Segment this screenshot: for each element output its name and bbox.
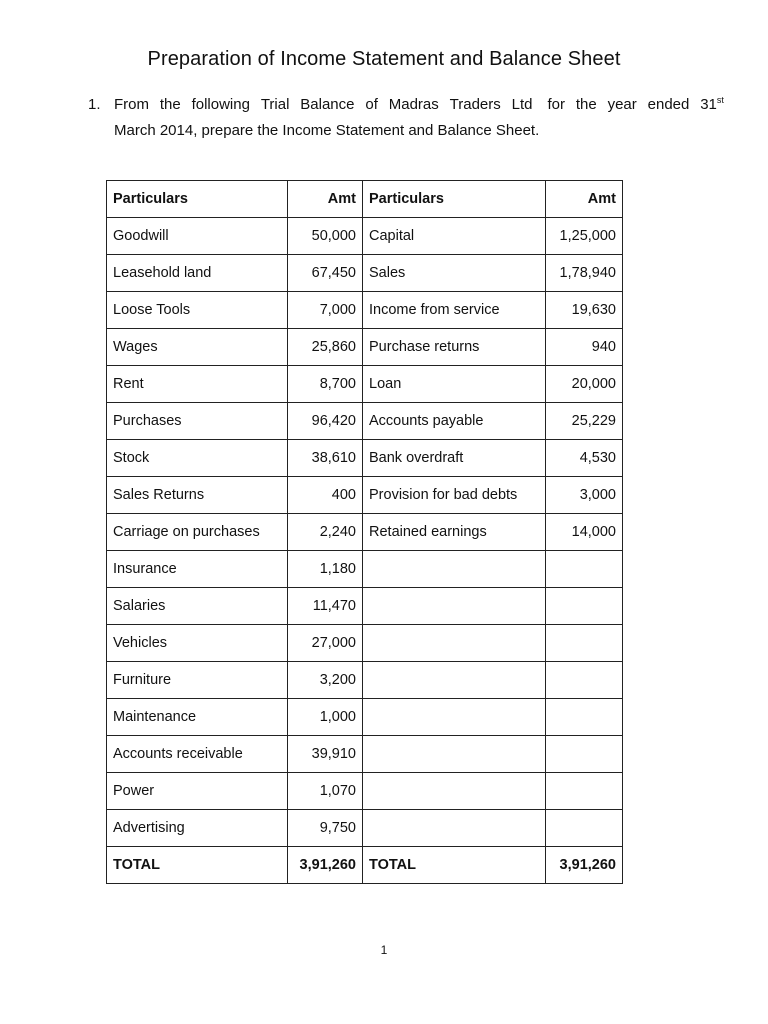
credit-particular-cell: Sales <box>363 255 546 292</box>
credit-particular-cell <box>363 662 546 699</box>
table-row <box>107 218 623 255</box>
question-word: Trial <box>260 96 290 113</box>
credit-particular-cell <box>363 551 546 588</box>
credit-amount-cell <box>546 588 623 625</box>
credit-particular-cell: Accounts payable <box>363 403 546 440</box>
question-word: year <box>607 96 637 113</box>
table-row <box>107 662 623 699</box>
debit-amount-cell: 1,000 <box>288 699 363 736</box>
credit-particular-cell <box>363 588 546 625</box>
table-row <box>107 588 623 625</box>
debit-particular-cell: Loose Tools <box>107 292 288 329</box>
table-header-row <box>107 181 623 218</box>
debit-amount-cell: 50,000 <box>288 218 363 255</box>
debit-particular-cell: Advertising <box>107 810 288 847</box>
table-row <box>107 255 623 292</box>
table-row <box>107 292 623 329</box>
debit-particular-cell: Carriage on purchases <box>107 514 288 551</box>
credit-particular-cell: Provision for bad debts <box>363 477 546 514</box>
debit-amount-cell: 67,450 <box>288 255 363 292</box>
debit-particular-cell: Stock <box>107 440 288 477</box>
credit-amount-cell <box>546 736 623 773</box>
credit-particular-cell <box>363 699 546 736</box>
debit-amount-cell: 11,470 <box>288 588 363 625</box>
credit-amount-cell: 3,000 <box>546 477 623 514</box>
table-row <box>107 736 623 773</box>
credit-particular-cell: Capital <box>363 218 546 255</box>
table-row <box>107 366 623 403</box>
debit-particular-cell: Furniture <box>107 662 288 699</box>
ordinal-suffix: st <box>716 95 724 105</box>
debit-amount-cell: 96,420 <box>288 403 363 440</box>
credit-amount-cell: 25,229 <box>546 403 623 440</box>
header-amt-credit: Amt <box>546 181 623 218</box>
question-word: the <box>159 96 181 113</box>
question-word: ended <box>647 96 690 113</box>
debit-particular-cell: Vehicles <box>107 625 288 662</box>
table-total-row <box>107 847 623 884</box>
trial-balance-table <box>106 180 623 884</box>
table-row <box>107 403 623 440</box>
credit-particular-cell <box>363 810 546 847</box>
debit-particular-cell: Power <box>107 773 288 810</box>
question-block <box>88 92 724 144</box>
credit-amount-cell: 20,000 <box>546 366 623 403</box>
question-date <box>700 92 724 118</box>
table-row <box>107 625 623 662</box>
table-row <box>107 699 623 736</box>
debit-particular-cell: Maintenance <box>107 699 288 736</box>
credit-particular-cell: Retained earnings <box>363 514 546 551</box>
debit-particular-cell: Leasehold land <box>107 255 288 292</box>
credit-particular-cell <box>363 625 546 662</box>
table-row <box>107 514 623 551</box>
debit-particular-cell: Sales Returns <box>107 477 288 514</box>
table-row <box>107 773 623 810</box>
debit-amount-cell: 25,860 <box>288 329 363 366</box>
table-row <box>107 477 623 514</box>
credit-amount-cell <box>546 625 623 662</box>
credit-amount-cell <box>546 551 623 588</box>
debit-amount-cell: 1,180 <box>288 551 363 588</box>
credit-particular-cell: Purchase returns <box>363 329 546 366</box>
question-line-1 <box>114 92 724 118</box>
question-text <box>114 92 724 144</box>
credit-amount-cell: 4,530 <box>546 440 623 477</box>
debit-amount-cell: 9,750 <box>288 810 363 847</box>
debit-particular-cell: Insurance <box>107 551 288 588</box>
debit-amount-cell: 8,700 <box>288 366 363 403</box>
question-word: following <box>191 96 250 113</box>
question-word: Ltd <box>511 96 537 113</box>
question-word: of <box>365 96 378 113</box>
header-amt-debit: Amt <box>288 181 363 218</box>
page-number: 1 <box>380 943 388 957</box>
credit-particular-cell: Income from service <box>363 292 546 329</box>
debit-amount-cell: 1,070 <box>288 773 363 810</box>
question-word: Madras <box>388 96 439 113</box>
table-row <box>107 551 623 588</box>
question-number: 1. <box>88 96 101 113</box>
question-word: the <box>575 96 597 113</box>
credit-particular-cell <box>363 736 546 773</box>
debit-amount-cell: 7,000 <box>288 292 363 329</box>
total-label-debit: TOTAL <box>107 847 288 884</box>
credit-amount-cell: 940 <box>546 329 623 366</box>
question-word: for <box>547 96 566 113</box>
debit-amount-cell: 400 <box>288 477 363 514</box>
debit-amount-cell: 38,610 <box>288 440 363 477</box>
header-particulars-debit: Particulars <box>107 181 288 218</box>
debit-particular-cell: Salaries <box>107 588 288 625</box>
question-word: From <box>114 96 149 113</box>
debit-particular-cell: Rent <box>107 366 288 403</box>
page-title: Preparation of Income Statement and Balance Sheet <box>147 48 621 70</box>
credit-amount-cell: 1,25,000 <box>546 218 623 255</box>
debit-particular-cell: Accounts receivable <box>107 736 288 773</box>
debit-amount-cell: 3,200 <box>288 662 363 699</box>
credit-amount-cell: 1,78,940 <box>546 255 623 292</box>
question-line-2: March 2014, prepare the Income Statement and Balance Sheet. <box>114 122 540 139</box>
credit-particular-cell: Bank overdraft <box>363 440 546 477</box>
total-amount-credit: 3,91,260 <box>546 847 623 884</box>
question-day: 31 <box>700 96 717 113</box>
credit-amount-cell: 14,000 <box>546 514 623 551</box>
credit-amount-cell <box>546 810 623 847</box>
total-amount-debit: 3,91,260 <box>288 847 363 884</box>
debit-particular-cell: Goodwill <box>107 218 288 255</box>
question-word: Balance <box>300 96 355 113</box>
question-word: Traders <box>449 96 501 113</box>
credit-amount-cell: 19,630 <box>546 292 623 329</box>
table-row <box>107 329 623 366</box>
debit-amount-cell: 39,910 <box>288 736 363 773</box>
table-row <box>107 810 623 847</box>
total-label-credit: TOTAL <box>363 847 546 884</box>
header-particulars-credit: Particulars <box>363 181 546 218</box>
debit-amount-cell: 27,000 <box>288 625 363 662</box>
debit-amount-cell: 2,240 <box>288 514 363 551</box>
debit-particular-cell: Purchases <box>107 403 288 440</box>
table-row <box>107 440 623 477</box>
credit-amount-cell <box>546 773 623 810</box>
debit-particular-cell: Wages <box>107 329 288 366</box>
credit-amount-cell <box>546 699 623 736</box>
credit-amount-cell <box>546 662 623 699</box>
credit-particular-cell: Loan <box>363 366 546 403</box>
credit-particular-cell <box>363 773 546 810</box>
